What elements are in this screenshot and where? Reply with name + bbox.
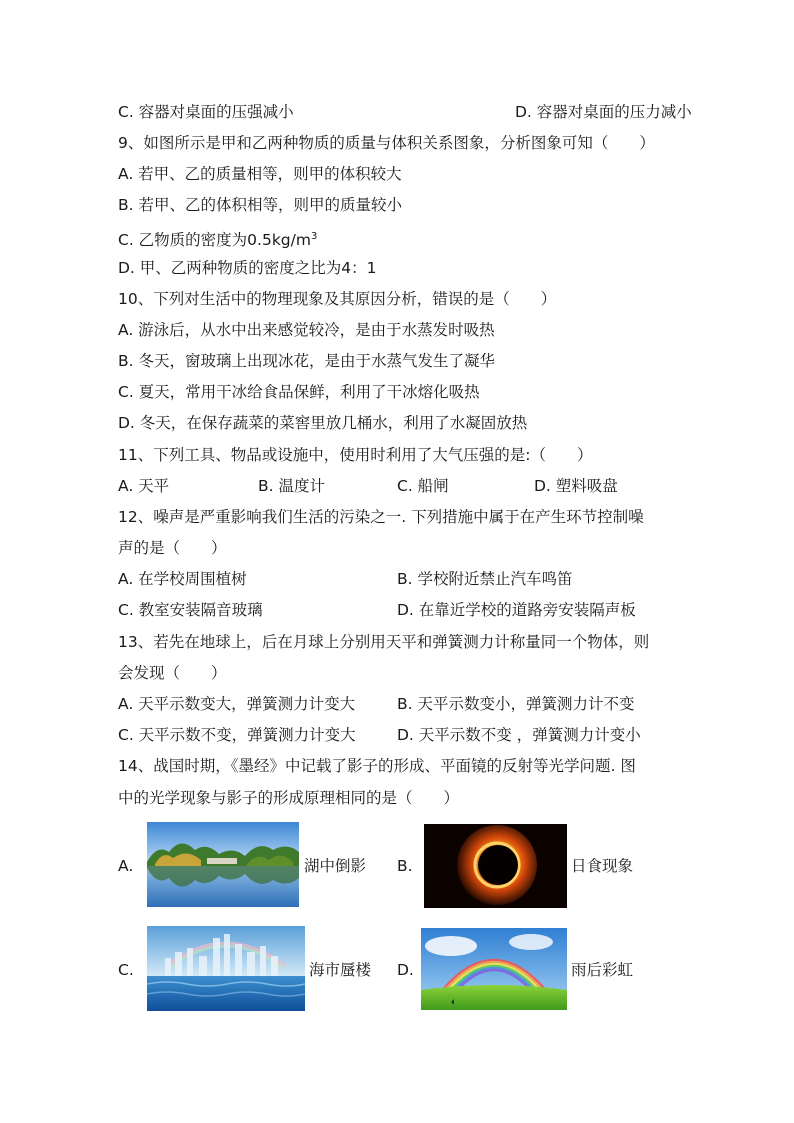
q9-option-b: B. 若甲、乙的体积相等，则甲的质量较小 <box>118 196 402 214</box>
q12-option-d: D. 在靠近学校的道路旁安装隔声板 <box>397 601 636 619</box>
q8-option-d: D. 容器对桌面的压力减小 <box>515 103 692 121</box>
q11-option-d: D. 塑料吸盘 <box>534 477 618 495</box>
q12-options-row1 <box>118 569 573 589</box>
q13-stem-line1: 13、若先在地球上，后在月球上分别用天平和弹簧测力计称量同一个物体，则 <box>118 633 650 651</box>
q12-option-b: B. 学校附近禁止汽车鸣笛 <box>397 570 573 588</box>
q14-option-b-text: 日食现象 <box>571 857 634 875</box>
rainbow-image <box>421 928 567 1010</box>
q13-options-row2 <box>118 725 641 745</box>
rainbow-picture <box>421 928 567 1010</box>
q10-option-a: A. 游泳后，从水中出来感觉较冷，是由于水蒸发时吸热 <box>118 321 495 339</box>
q14-option-a-text: 湖中倒影 <box>304 857 367 875</box>
q10-option-c: C. 夏天，常用干冰给食品保鲜，利用了干冰熔化吸热 <box>118 383 480 401</box>
q9-option-c-text: C. 乙物质的密度为0.5kg/m <box>118 231 311 250</box>
lake-reflection-picture <box>147 822 299 907</box>
mirage-image <box>147 926 305 1011</box>
q13-option-b: B. 天平示数变小，弹簧测力计不变 <box>397 695 635 713</box>
q12-option-a: A. 在学校周围植树 <box>118 570 247 588</box>
q13-stem-line2: 会发现（ ） <box>118 664 227 682</box>
q13-option-d: D. 天平示数不变 ，弹簧测力计变小 <box>397 726 641 744</box>
q12-stem-line1: 12、噪声是严重影响我们生活的污染之一. 下列措施中属于在产生环节控制噪 <box>118 508 644 526</box>
q13-option-c: C. 天平示数不变，弹簧测力计变大 <box>118 726 356 744</box>
q14-option-d-letter: D. <box>397 961 414 979</box>
q14-option-d-text: 雨后彩虹 <box>571 961 634 979</box>
q14-option-a-letter: A. <box>118 857 134 875</box>
q12-option-c: C. 教室安装隔音玻璃 <box>118 601 263 619</box>
q11-option-c: C. 船闸 <box>397 477 449 495</box>
q14-option-b-letter: B. <box>397 857 413 875</box>
q14-stem-line1: 14、战国时期，《墨经》中记载了影子的形成、平面镜的反射等光学问题. 图 <box>118 757 636 775</box>
lake-reflection-image <box>147 822 299 907</box>
q14-option-c-letter: C. <box>118 961 134 979</box>
q11-option-a: A. 天平 <box>118 477 170 495</box>
mirage-picture <box>147 926 305 1011</box>
q10-stem: 10、下列对生活中的物理现象及其原因分析，错误的是（ ） <box>118 290 557 308</box>
q9-option-c-exponent: 3 <box>310 231 318 242</box>
q10-option-d: D. 冬天，在保存蔬菜的菜窖里放几桶水，利用了水凝固放热 <box>118 414 528 432</box>
q11-stem: 11、下列工具、物品或设施中，使用时利用了大气压强的是:（ ） <box>118 446 593 464</box>
q13-options-row1 <box>118 694 635 714</box>
q11-options-row <box>118 476 618 496</box>
solar-eclipse-image <box>424 824 567 908</box>
q9-stem: 9、如图所示是甲和乙两种物质的质量与体积关系图象，分析图象可知（ ） <box>118 134 655 152</box>
q10-option-b: B. 冬天，窗玻璃上出现冰花，是由于水蒸气发生了凝华 <box>118 352 495 370</box>
q14-stem-line2: 中的光学现象与影子的形成原理相同的是（ ） <box>118 789 460 807</box>
q14-option-c-text: 海市蜃楼 <box>309 961 372 979</box>
q9-option-d: D. 甲、乙两种物质的密度之比为4：1 <box>118 259 377 277</box>
q13-option-a: A. 天平示数变大，弹簧测力计变大 <box>118 695 356 713</box>
q9-option-a: A. 若甲、乙的质量相等，则甲的体积较大 <box>118 165 402 183</box>
q8-options-row <box>118 102 692 122</box>
q9-option-c <box>118 227 317 250</box>
q11-option-b: B. 温度计 <box>258 477 325 495</box>
q12-stem-line2: 声的是（ ） <box>118 539 227 557</box>
q8-option-c: C. 容器对桌面的压强减小 <box>118 103 294 121</box>
q12-options-row2 <box>118 600 636 620</box>
solar-eclipse-picture <box>424 824 567 908</box>
